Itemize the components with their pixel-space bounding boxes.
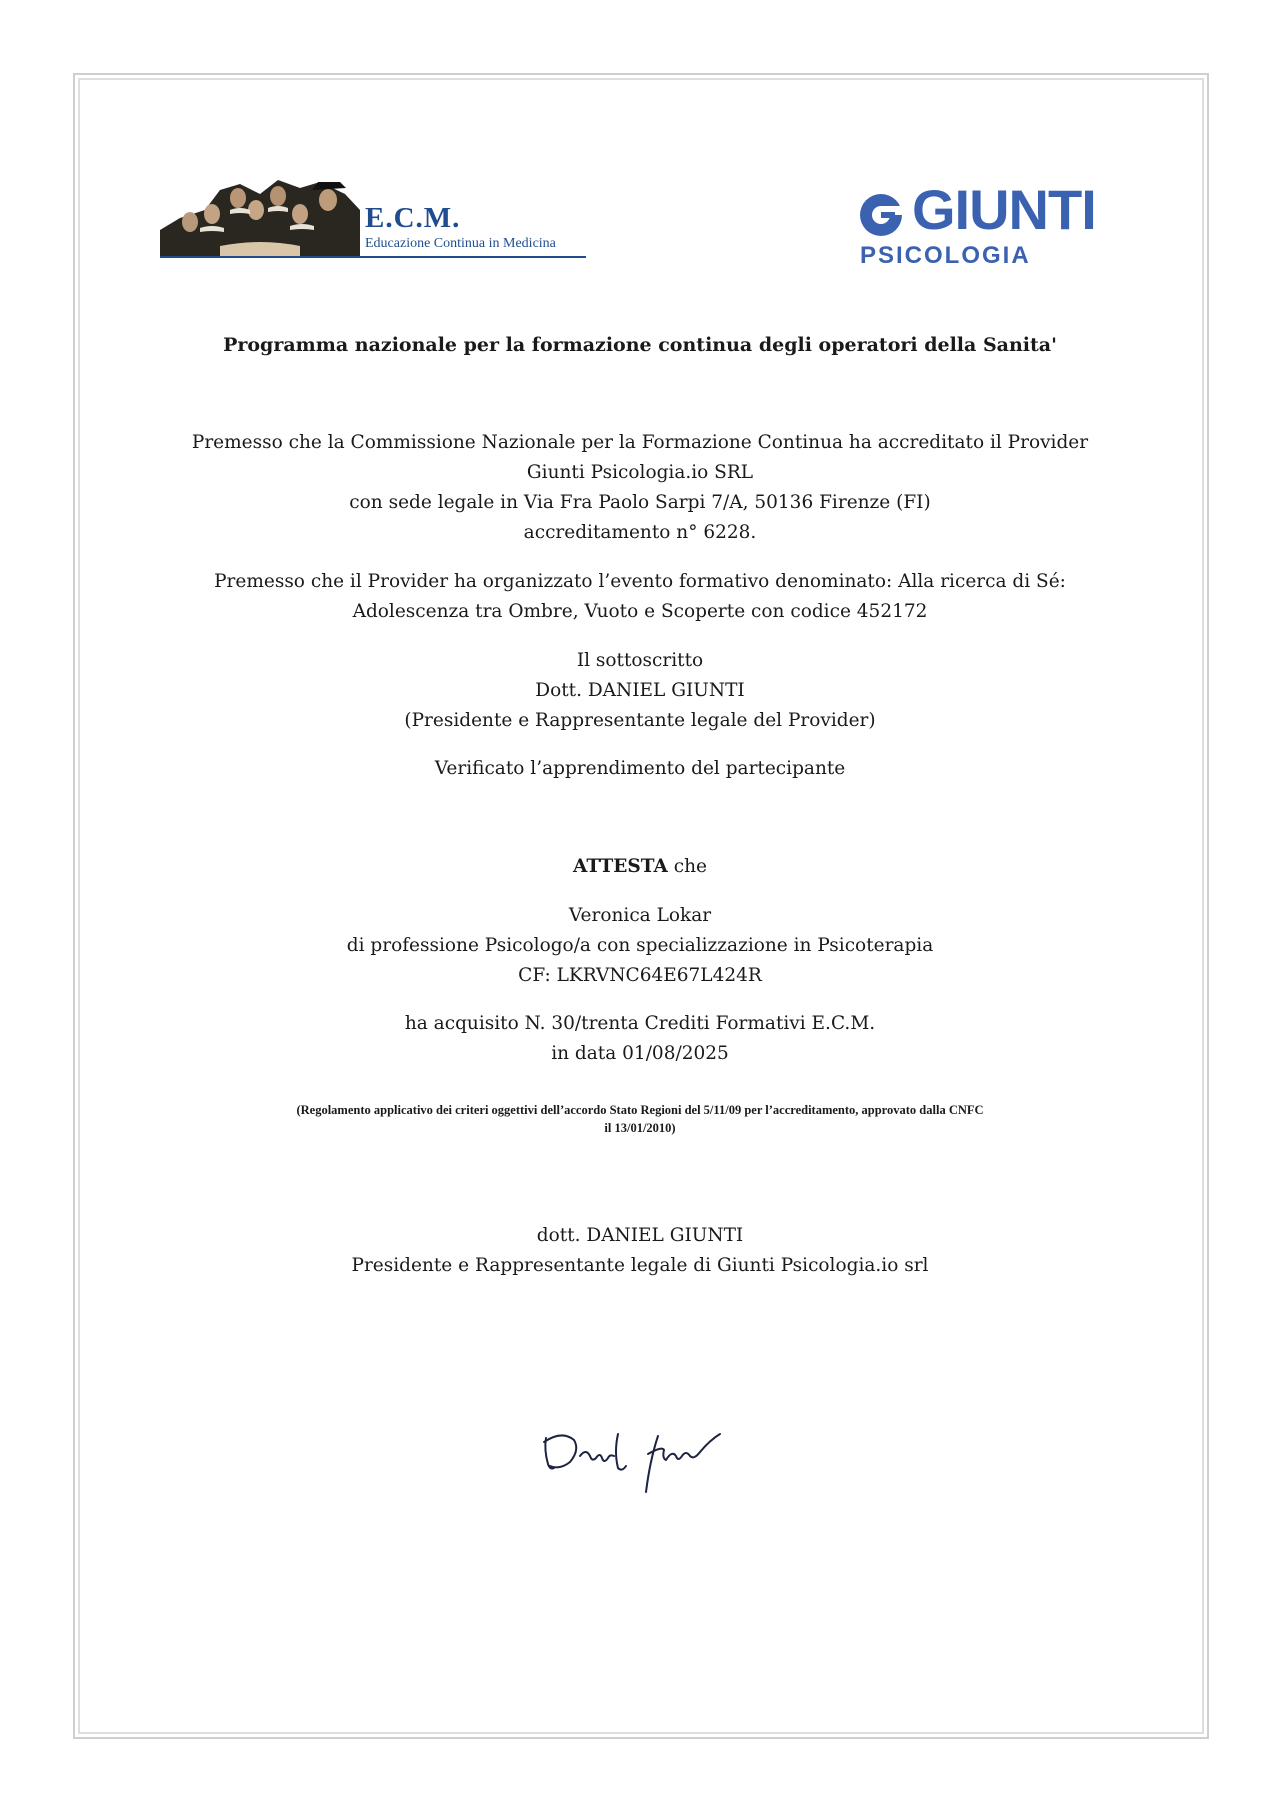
ecm-logo <box>160 180 590 260</box>
ecm-underline <box>160 256 586 258</box>
credits-block <box>140 1009 1140 1069</box>
credits-date: in data 01/08/2025 <box>551 1043 729 1064</box>
attesta-bold: ATTESTA <box>573 856 668 877</box>
giunti-logo <box>858 178 1108 269</box>
ecm-painting-image <box>160 180 360 256</box>
premise-accreditation <box>140 428 1140 548</box>
premise1-line: accreditamento n° 6228. <box>523 522 757 543</box>
credits-line: ha acquisito N. 30/trenta Crediti Formativi E.C.M. <box>404 1013 876 1034</box>
participant-profession: di professione Psicologo/a con specializzazione in Psicoterapia <box>346 935 934 956</box>
attesta-rest: che <box>667 856 707 877</box>
regulation-note <box>150 1101 1130 1137</box>
premise1-line: con sede legale in Via Fra Paolo Sarpi 7/A, 50136 Firenze (FI) <box>349 492 931 513</box>
premise2-line: Premesso che il Provider ha organizzato l’evento formativo denominato: Alla ricerca di Sé: <box>214 571 1066 592</box>
certificate-heading: Programma nazionale per la formazione continua degli operatori della Sanita' <box>223 334 1057 356</box>
regulation-note-line: (Regolamento applicativo dei criteri oggettivi dell’accordo Stato Regioni del 5/11/09 per l’accreditamento, approvato dalla CNFC <box>296 1103 984 1117</box>
signatory-line: Il sottoscritto <box>576 650 704 671</box>
premise1-line: Premesso che la Commissione Nazionale per la Formazione Continua ha accreditato il Provider <box>191 432 1089 453</box>
signatory-block <box>140 646 1140 736</box>
participant-cf: CF: LKRVNC64E67L424R <box>518 965 762 986</box>
handwritten-signature <box>540 1420 750 1500</box>
verified-statement: Verificato l’apprendimento del partecipante <box>434 758 846 779</box>
giunti-g-icon <box>858 192 904 238</box>
closing-name: dott. DANIEL GIUNTI <box>536 1225 744 1246</box>
participant-block <box>140 901 1140 991</box>
premise-event <box>140 567 1140 627</box>
participant-name: Veronica Lokar <box>568 905 712 926</box>
signatory-line: Dott. DANIEL GIUNTI <box>535 680 745 701</box>
attesta-line <box>140 852 1140 882</box>
psicologia-wordmark: PSICOLOGIA <box>860 242 1031 269</box>
premise1-line: Giunti Psicologia.io SRL <box>526 462 754 483</box>
regulation-note-line: il 13/01/2010) <box>604 1121 676 1135</box>
closing-title: Presidente e Rappresentante legale di Giunti Psicologia.io srl <box>351 1255 929 1276</box>
ecm-title: E.C.M. <box>365 202 461 234</box>
ecm-subtitle: Educazione Continua in Medicina <box>365 236 556 251</box>
signatory-line: (Presidente e Rappresentante legale del Provider) <box>404 710 876 731</box>
giunti-wordmark: GIUNTI <box>912 178 1096 241</box>
premise2-line: Adolescenza tra Ombre, Vuoto e Scoperte con codice 452172 <box>352 601 928 622</box>
closing-block <box>140 1221 1140 1281</box>
